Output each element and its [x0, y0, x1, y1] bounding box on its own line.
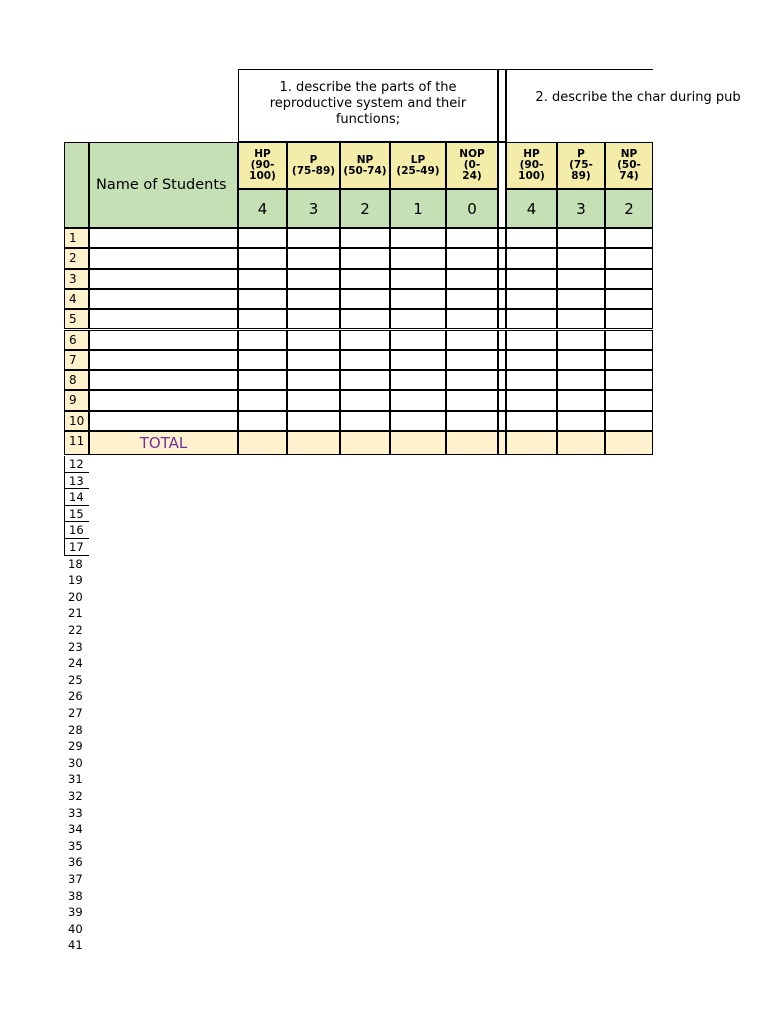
score-cell[interactable]	[605, 370, 653, 390]
score-cell[interactable]	[340, 330, 390, 350]
row-number: 10	[64, 411, 89, 431]
score-cell[interactable]	[557, 289, 605, 309]
total-row-number: 11	[64, 431, 89, 455]
score-cell[interactable]	[506, 370, 557, 390]
score-cell[interactable]	[605, 390, 653, 410]
total-cell	[605, 431, 653, 455]
score-cell[interactable]	[238, 390, 287, 410]
student-name-cell[interactable]	[89, 289, 238, 309]
score-cell[interactable]	[340, 370, 390, 390]
score-cell[interactable]	[506, 269, 557, 289]
score-cell[interactable]	[506, 228, 557, 248]
row-number: 26	[68, 689, 83, 704]
score-cell[interactable]	[238, 248, 287, 268]
total-cell	[446, 431, 498, 455]
row-number: 13	[64, 473, 89, 490]
row-number: 28	[68, 722, 83, 737]
score-cell[interactable]	[446, 309, 498, 329]
score-cell[interactable]	[446, 269, 498, 289]
score-cell[interactable]	[238, 269, 287, 289]
level-header: NOP (0- 24)	[446, 142, 498, 189]
score-cell[interactable]	[287, 228, 340, 248]
row-number: 14	[64, 489, 89, 506]
row-number: 37	[68, 872, 83, 886]
score-cell[interactable]	[340, 411, 390, 431]
column-separator	[498, 289, 506, 309]
column-separator	[498, 411, 506, 431]
row-number: 22	[68, 623, 83, 637]
student-name-cell[interactable]	[89, 269, 238, 289]
row-number: 38	[68, 888, 83, 903]
score-cell[interactable]	[390, 411, 446, 431]
score-cell[interactable]	[605, 289, 653, 309]
score-header: 4	[238, 189, 287, 228]
row-number: 33	[68, 805, 83, 820]
score-cell[interactable]	[238, 370, 287, 390]
score-cell[interactable]	[605, 269, 653, 289]
row-number: 32	[68, 789, 83, 803]
score-cell[interactable]	[287, 350, 340, 370]
score-cell[interactable]	[506, 350, 557, 370]
student-name-cell[interactable]	[89, 370, 238, 390]
score-cell[interactable]	[287, 289, 340, 309]
level-header: HP (90- 100)	[238, 142, 287, 189]
student-name-cell[interactable]	[89, 350, 238, 370]
column-separator	[498, 228, 506, 248]
score-cell[interactable]	[605, 228, 653, 248]
score-cell[interactable]	[446, 228, 498, 248]
score-header: 0	[446, 189, 498, 228]
total-label: TOTAL	[89, 431, 238, 455]
level-header: P (75- 89)	[557, 142, 605, 189]
name-of-students-header: Name of Students	[89, 142, 238, 228]
score-cell[interactable]	[446, 350, 498, 370]
score-cell[interactable]	[287, 390, 340, 410]
score-cell[interactable]	[557, 248, 605, 268]
total-cell	[238, 431, 287, 455]
column-separator	[498, 69, 506, 142]
total-cell	[287, 431, 340, 455]
competency-header-1: 1. describe the parts of the reproductive system and their functions;	[238, 69, 498, 142]
row-number: 9	[64, 390, 89, 410]
row-number: 24	[68, 656, 83, 671]
total-cell	[506, 431, 557, 455]
student-name-cell[interactable]	[89, 390, 238, 410]
total-cell	[557, 431, 605, 455]
level-header: P (75-89)	[287, 142, 340, 189]
competency-header-2	[506, 69, 741, 142]
row-number: 3	[64, 269, 89, 289]
score-cell[interactable]	[506, 390, 557, 410]
score-cell[interactable]	[605, 350, 653, 370]
score-cell[interactable]	[390, 289, 446, 309]
row-number: 8	[64, 370, 89, 390]
score-cell[interactable]	[340, 289, 390, 309]
score-cell[interactable]	[506, 248, 557, 268]
score-cell[interactable]	[557, 390, 605, 410]
student-name-cell[interactable]	[89, 228, 238, 248]
column-separator	[498, 390, 506, 410]
row-number: 1	[64, 228, 89, 248]
row-number: 15	[64, 506, 89, 523]
row-number: 34	[68, 822, 83, 837]
row-number: 25	[68, 672, 83, 687]
score-cell[interactable]	[506, 330, 557, 350]
column-separator	[498, 248, 506, 268]
score-cell[interactable]	[287, 330, 340, 350]
level-header: NP (50-74)	[340, 142, 390, 189]
row-number: 30	[68, 755, 83, 770]
score-header: 2	[340, 189, 390, 228]
score-cell[interactable]	[557, 309, 605, 329]
score-cell[interactable]	[340, 248, 390, 268]
row-number: 5	[64, 309, 89, 329]
row-number: 31	[68, 772, 83, 787]
score-cell[interactable]	[238, 309, 287, 329]
score-cell[interactable]	[340, 390, 390, 410]
score-cell[interactable]	[506, 411, 557, 431]
score-cell[interactable]	[605, 330, 653, 350]
score-cell[interactable]	[340, 269, 390, 289]
column-separator	[498, 309, 506, 329]
score-cell[interactable]	[446, 390, 498, 410]
score-cell[interactable]	[238, 411, 287, 431]
score-cell[interactable]	[557, 350, 605, 370]
row-number: 17	[64, 539, 89, 556]
column-separator	[498, 431, 506, 455]
score-cell[interactable]	[287, 309, 340, 329]
student-name-cell[interactable]	[89, 309, 238, 329]
score-header: 2	[605, 189, 653, 228]
score-cell[interactable]	[238, 330, 287, 350]
row-number: 29	[68, 739, 83, 754]
score-cell[interactable]	[238, 289, 287, 309]
level-header: NP (50- 74)	[605, 142, 653, 189]
score-header: 1	[390, 189, 446, 228]
score-cell[interactable]	[390, 309, 446, 329]
score-cell[interactable]	[287, 269, 340, 289]
score-header: 3	[287, 189, 340, 228]
row-number: 16	[64, 522, 89, 539]
score-cell[interactable]	[557, 370, 605, 390]
score-cell[interactable]	[605, 309, 653, 329]
score-cell[interactable]	[340, 309, 390, 329]
score-cell[interactable]	[446, 370, 498, 390]
student-name-cell[interactable]	[89, 411, 238, 431]
score-cell[interactable]	[557, 411, 605, 431]
score-header: 4	[506, 189, 557, 228]
row-number: 6	[64, 330, 89, 350]
row-number: 27	[68, 706, 83, 720]
total-cell	[390, 431, 446, 455]
score-cell[interactable]	[557, 269, 605, 289]
score-cell[interactable]	[390, 370, 446, 390]
score-cell[interactable]	[238, 228, 287, 248]
competency-header-2-text: 2. describe the char during pub	[535, 90, 741, 105]
column-separator	[498, 370, 506, 390]
score-cell[interactable]	[287, 248, 340, 268]
score-cell[interactable]	[446, 330, 498, 350]
score-cell[interactable]	[390, 269, 446, 289]
score-cell[interactable]	[506, 289, 557, 309]
score-cell[interactable]	[390, 390, 446, 410]
score-cell[interactable]	[390, 248, 446, 268]
row-number: 2	[64, 248, 89, 268]
column-separator	[498, 142, 506, 228]
row-number: 19	[68, 573, 83, 588]
score-cell[interactable]	[446, 289, 498, 309]
row-number: 18	[68, 556, 83, 571]
score-cell[interactable]	[506, 309, 557, 329]
row-number: 40	[68, 921, 83, 936]
score-cell[interactable]	[446, 248, 498, 268]
student-name-cell[interactable]	[89, 248, 238, 268]
row-number: 4	[64, 289, 89, 309]
score-cell[interactable]	[605, 248, 653, 268]
score-cell[interactable]	[557, 330, 605, 350]
row-number: 20	[68, 589, 83, 604]
row-number-header	[64, 142, 89, 228]
score-cell[interactable]	[390, 228, 446, 248]
column-separator	[498, 269, 506, 289]
score-cell[interactable]	[390, 350, 446, 370]
score-cell[interactable]	[238, 350, 287, 370]
row-number: 7	[64, 350, 89, 370]
score-cell[interactable]	[287, 411, 340, 431]
student-name-cell[interactable]	[89, 330, 238, 350]
score-cell[interactable]	[287, 370, 340, 390]
total-cell	[340, 431, 390, 455]
row-number: 41	[68, 938, 83, 953]
row-number: 21	[68, 606, 83, 621]
row-number: 12	[64, 456, 89, 473]
row-number: 23	[68, 639, 83, 654]
score-cell[interactable]	[390, 330, 446, 350]
level-header: HP (90- 100)	[506, 142, 557, 189]
row-number: 36	[68, 855, 83, 870]
score-cell[interactable]	[340, 228, 390, 248]
score-cell[interactable]	[557, 228, 605, 248]
column-separator	[498, 350, 506, 370]
score-cell[interactable]	[340, 350, 390, 370]
score-cell[interactable]	[605, 411, 653, 431]
row-number: 39	[68, 905, 83, 920]
column-separator	[498, 330, 506, 350]
row-number: 35	[68, 838, 83, 853]
score-header: 3	[557, 189, 605, 228]
score-cell[interactable]	[446, 411, 498, 431]
level-header: LP (25-49)	[390, 142, 446, 189]
